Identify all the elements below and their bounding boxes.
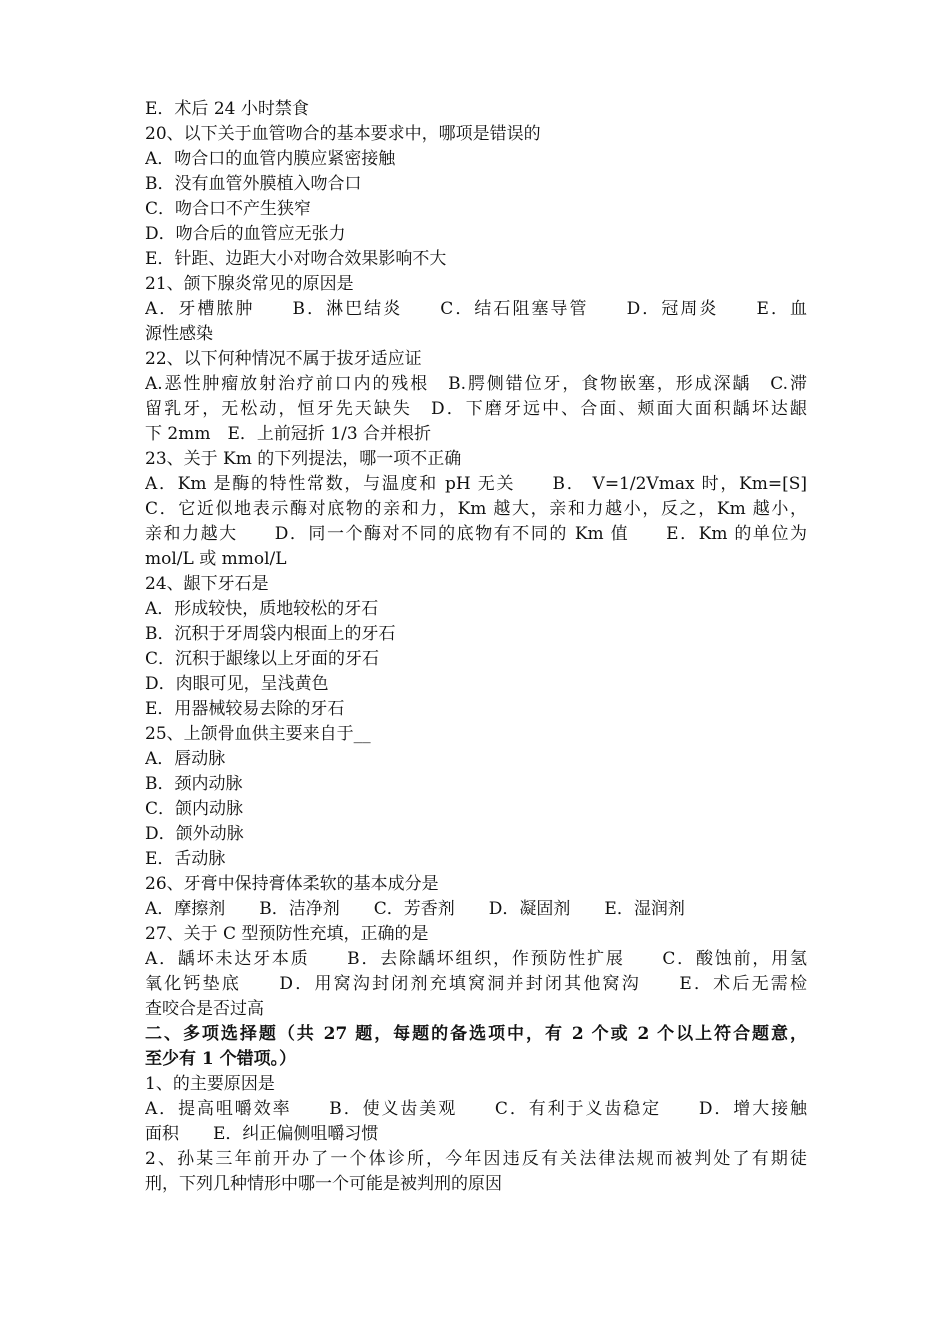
section-heading-line: 二、多项选择题（共 27 题，每题的备选项中，有 2 个或 2 个以上符合题意， [145,1024,807,1044]
text-line: E．术后 24 小时禁食 [145,99,309,119]
text-line: 面积 E．纠正偏侧咀嚼习惯 [145,1124,379,1144]
text-line: E．舌动脉 [145,849,226,869]
text-line: 留乳牙，无松动，恒牙先天缺失 D．下磨牙远中、合面、颊面大面积龋坏达龈 [145,399,807,419]
text-line: C．吻合口不产生狭窄 [145,199,312,219]
text-line: D．颌外动脉 [145,824,244,844]
text-line: A.恶性肿瘤放射治疗前口内的残根 B.腭侧错位牙，食物嵌塞，形成深龋 C.滞 [145,374,807,394]
text-line: 查咬合是否过高 [145,999,264,1019]
text-line: 氧化钙垫底 D．用窝沟封闭剂充填窝洞并封闭其他窝沟 E．术后无需检 [145,974,807,994]
text-line: A．摩擦剂 B．洁净剂 C．芳香剂 D．凝固剂 E．湿润剂 [145,899,685,919]
text-line: E．用器械较易去除的牙石 [145,699,345,719]
text-line: 27、关于 C 型预防性充填，正确的是 [145,924,429,944]
text-line: A．吻合口的血管内膜应紧密接触 [145,149,396,169]
text-line: mol/L 或 mmol/L [145,549,287,569]
text-line: 25、上颌骨血供主要来自于__ [145,724,371,744]
text-line: D．吻合后的血管应无张力 [145,224,346,244]
text-line: E．针距、边距大小对吻合效果影响不大 [145,249,447,269]
text-line: B．颈内动脉 [145,774,243,794]
text-line: A．形成较快，质地较松的牙石 [145,599,379,619]
text-line: C．沉积于龈缘以上牙面的牙石 [145,649,380,669]
text-line: A．龋坏未达牙本质 B．去除龋坏组织，作预防性扩展 C．酸蚀前，用氢 [145,949,807,969]
text-line: 24、龈下牙石是 [145,574,269,594]
section-heading-line: 至少有 1 个错项。） [145,1049,297,1069]
text-line: 21、颌下腺炎常见的原因是 [145,274,354,294]
text-line: 22、以下何种情况不属于拔牙适应证 [145,349,422,369]
text-line: 23、关于 Km 的下列提法，哪一项不正确 [145,449,462,469]
text-line: A．提高咀嚼效率 B．使义齿美观 C．有利于义齿稳定 D．增大接触 [145,1099,807,1119]
text-line: 下 2mm E．上前冠折 1/3 合并根折 [145,424,432,444]
text-line: 1、的主要原因是 [145,1074,275,1094]
text-line: D．肉眼可见，呈浅黄色 [145,674,329,694]
text-line: C．颌内动脉 [145,799,244,819]
text-line: B．沉积于牙周袋内根面上的牙石 [145,624,396,644]
text-line: 2、孙某三年前开办了一个体诊所，今年因违反有关法律法规而被判处了有期徒 [145,1149,807,1169]
text-line: C．它近似地表示酶对底物的亲和力，Km 越大，亲和力越小，反之，Km 越小， [145,499,807,519]
text-line: 26、牙膏中保持膏体柔软的基本成分是 [145,874,439,894]
text-line: B．没有血管外膜植入吻合口 [145,174,362,194]
text-line: A．牙槽脓肿 B．淋巴结炎 C．结石阻塞导管 D．冠周炎 E．血 [145,299,807,319]
document-page [145,97,807,1197]
text-line: A．唇动脉 [145,749,226,769]
text-line: A．Km 是酶的特性常数，与温度和 pH 无关 B． V=1/2Vmax 时，Km=[S] [145,474,807,494]
text-line: 刑，下列几种情形中哪一个可能是被判刑的原因 [145,1174,502,1194]
text-line: 源性感染 [145,324,213,344]
text-line: 亲和力越大 D．同一个酶对不同的底物有不同的 Km 值 E．Km 的单位为 [145,524,807,544]
text-line: 20、以下关于血管吻合的基本要求中，哪项是错误的 [145,124,541,144]
